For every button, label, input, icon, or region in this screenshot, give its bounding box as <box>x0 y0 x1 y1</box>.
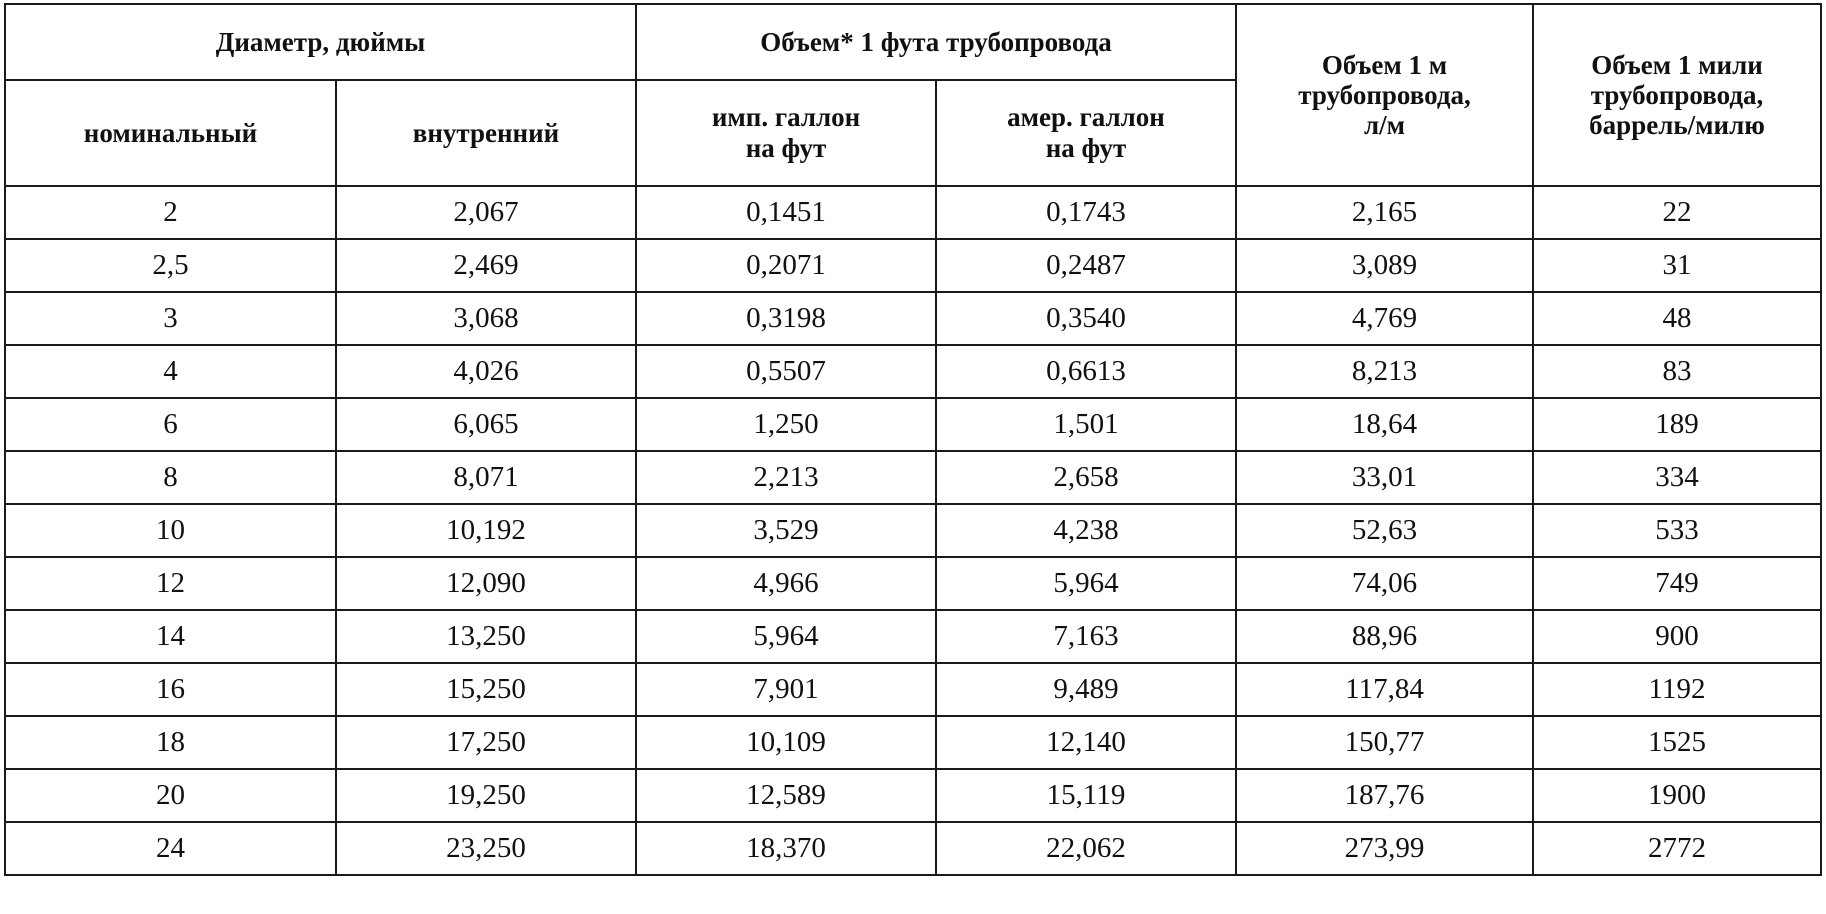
us-gallon-cell: 4,238 <box>936 504 1236 557</box>
volume-meter-cell: 4,769 <box>1236 292 1533 345</box>
nominal-cell: 10 <box>5 504 336 557</box>
internal-cell: 2,067 <box>336 186 636 239</box>
volume-mile-header <box>1533 4 1821 186</box>
internal-cell: 23,250 <box>336 822 636 875</box>
imp-gallon-cell: 7,901 <box>636 663 936 716</box>
volume-meter-cell: 8,213 <box>1236 345 1533 398</box>
table-row <box>5 557 1821 610</box>
internal-cell: 3,068 <box>336 292 636 345</box>
us-gallon-cell: 12,140 <box>936 716 1236 769</box>
volume-meter-cell: 88,96 <box>1236 610 1533 663</box>
us-gallon-cell: 0,3540 <box>936 292 1236 345</box>
internal-cell: 12,090 <box>336 557 636 610</box>
volume-mile-cell: 189 <box>1533 398 1821 451</box>
volume-mile-cell: 749 <box>1533 557 1821 610</box>
imp-gallon-cell: 10,109 <box>636 716 936 769</box>
volume-meter-header <box>1236 4 1533 186</box>
pipe-volume-table <box>4 3 1822 876</box>
us-gallon-header-line: на фут <box>1045 133 1127 163</box>
imp-gallon-cell: 3,529 <box>636 504 936 557</box>
internal-cell: 19,250 <box>336 769 636 822</box>
nominal-cell: 6 <box>5 398 336 451</box>
nominal-cell: 4 <box>5 345 336 398</box>
nominal-cell: 2,5 <box>5 239 336 292</box>
volume-foot-group-header: Объем* 1 фута трубопровода <box>636 4 1236 80</box>
imp-gallon-cell: 0,5507 <box>636 345 936 398</box>
us-gallon-cell: 2,658 <box>936 451 1236 504</box>
volume-meter-cell: 18,64 <box>1236 398 1533 451</box>
volume-mile-cell: 83 <box>1533 345 1821 398</box>
volume-mile-cell: 22 <box>1533 186 1821 239</box>
volume-meter-header-line: л/м <box>1363 110 1406 140</box>
internal-cell: 4,026 <box>336 345 636 398</box>
imp-gallon-cell: 0,1451 <box>636 186 936 239</box>
imp-gallon-cell: 5,964 <box>636 610 936 663</box>
nominal-cell: 24 <box>5 822 336 875</box>
table-row <box>5 451 1821 504</box>
diameter-group-header: Диаметр, дюймы <box>5 4 636 80</box>
volume-mile-cell: 1192 <box>1533 663 1821 716</box>
volume-meter-cell: 117,84 <box>1236 663 1533 716</box>
volume-meter-header-line: трубопровода, <box>1298 80 1471 110</box>
header-row-1 <box>5 4 1821 80</box>
table-row <box>5 504 1821 557</box>
volume-mile-cell: 900 <box>1533 610 1821 663</box>
us-gallon-cell: 9,489 <box>936 663 1236 716</box>
volume-mile-cell: 48 <box>1533 292 1821 345</box>
table-row <box>5 398 1821 451</box>
volume-mile-cell: 31 <box>1533 239 1821 292</box>
us-gallon-cell: 5,964 <box>936 557 1236 610</box>
volume-mile-header-line: баррель/милю <box>1589 110 1765 140</box>
table-row <box>5 769 1821 822</box>
volume-meter-cell: 74,06 <box>1236 557 1533 610</box>
imp-gallon-cell: 4,966 <box>636 557 936 610</box>
volume-mile-cell: 533 <box>1533 504 1821 557</box>
nominal-cell: 16 <box>5 663 336 716</box>
table-body <box>5 186 1821 875</box>
nominal-cell: 2 <box>5 186 336 239</box>
internal-cell: 10,192 <box>336 504 636 557</box>
us-gallon-cell: 0,2487 <box>936 239 1236 292</box>
volume-meter-cell: 150,77 <box>1236 716 1533 769</box>
table-row <box>5 716 1821 769</box>
volume-mile-cell: 334 <box>1533 451 1821 504</box>
nominal-cell: 14 <box>5 610 336 663</box>
us-gallon-cell: 1,501 <box>936 398 1236 451</box>
volume-mile-cell: 1525 <box>1533 716 1821 769</box>
imp-gallon-header <box>636 80 936 186</box>
nominal-cell: 12 <box>5 557 336 610</box>
volume-mile-cell: 1900 <box>1533 769 1821 822</box>
volume-mile-header-line: трубопровода, <box>1590 80 1764 110</box>
us-gallon-cell: 0,1743 <box>936 186 1236 239</box>
us-gallon-cell: 0,6613 <box>936 345 1236 398</box>
us-gallon-cell: 7,163 <box>936 610 1236 663</box>
internal-cell: 6,065 <box>336 398 636 451</box>
internal-cell: 17,250 <box>336 716 636 769</box>
volume-meter-cell: 33,01 <box>1236 451 1533 504</box>
imp-gallon-cell: 0,3198 <box>636 292 936 345</box>
us-gallon-cell: 15,119 <box>936 769 1236 822</box>
internal-cell: 15,250 <box>336 663 636 716</box>
table-row <box>5 292 1821 345</box>
volume-mile-cell: 2772 <box>1533 822 1821 875</box>
volume-meter-cell: 3,089 <box>1236 239 1533 292</box>
table-row <box>5 822 1821 875</box>
internal-cell: 8,071 <box>336 451 636 504</box>
imp-gallon-header-line: имп. галлон <box>711 102 861 132</box>
table-row <box>5 345 1821 398</box>
volume-meter-header-line: Объем 1 м <box>1321 50 1448 80</box>
us-gallon-header-line: амер. галлон <box>1007 102 1165 132</box>
imp-gallon-cell: 12,589 <box>636 769 936 822</box>
volume-meter-cell: 273,99 <box>1236 822 1533 875</box>
internal-cell: 2,469 <box>336 239 636 292</box>
volume-meter-cell: 2,165 <box>1236 186 1533 239</box>
internal-cell: 13,250 <box>336 610 636 663</box>
nominal-cell: 8 <box>5 451 336 504</box>
imp-gallon-header-line: на фут <box>745 133 827 163</box>
table-row <box>5 610 1821 663</box>
internal-header: внутренний <box>336 80 636 186</box>
imp-gallon-cell: 1,250 <box>636 398 936 451</box>
nominal-cell: 20 <box>5 769 336 822</box>
imp-gallon-cell: 18,370 <box>636 822 936 875</box>
table-row <box>5 186 1821 239</box>
table-row <box>5 663 1821 716</box>
nominal-cell: 3 <box>5 292 336 345</box>
volume-mile-header-line: Объем 1 мили <box>1591 50 1763 80</box>
us-gallon-cell: 22,062 <box>936 822 1236 875</box>
us-gallon-header <box>936 80 1236 186</box>
volume-meter-cell: 187,76 <box>1236 769 1533 822</box>
imp-gallon-cell: 0,2071 <box>636 239 936 292</box>
volume-meter-cell: 52,63 <box>1236 504 1533 557</box>
imp-gallon-cell: 2,213 <box>636 451 936 504</box>
nominal-cell: 18 <box>5 716 336 769</box>
nominal-header: номинальный <box>5 80 336 186</box>
table-row <box>5 239 1821 292</box>
